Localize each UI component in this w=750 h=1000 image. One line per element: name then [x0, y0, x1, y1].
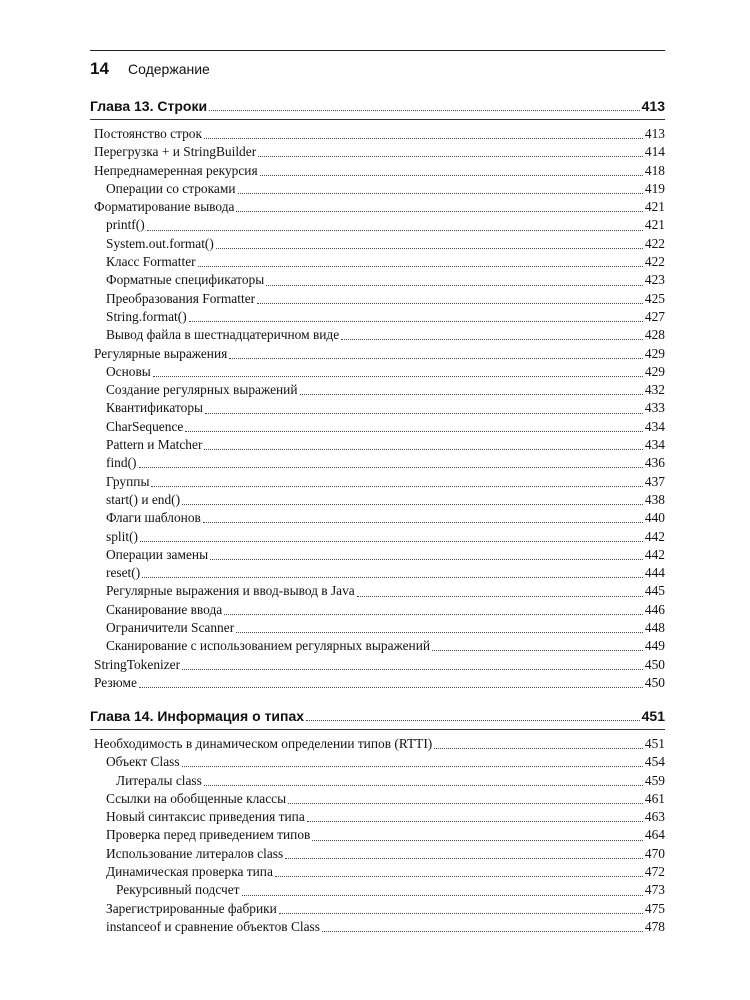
toc-entry-title: Новый синтаксис приведения типа [106, 809, 305, 825]
dot-leader [258, 155, 643, 157]
dot-leader [306, 719, 640, 721]
toc-entry-title: Основы [106, 363, 151, 379]
toc-entry-title: Вывод файла в шестнадцатеричном виде [106, 327, 340, 343]
toc-entry-page: 422 [644, 235, 665, 251]
toc-entry [90, 918, 665, 936]
dot-leader [139, 686, 643, 688]
toc-entry [90, 345, 665, 363]
toc-entry-page: 423 [644, 272, 665, 288]
dot-leader [312, 839, 643, 841]
dot-leader [216, 247, 643, 249]
toc-entry-title: instanceof и сравнение объектов Class [106, 918, 320, 934]
toc-entry [90, 198, 665, 216]
toc-entry-page: 450 [644, 674, 665, 690]
toc-entry-page: 449 [644, 638, 665, 654]
toc-entry-page: 421 [644, 217, 665, 233]
dot-leader [205, 412, 643, 414]
dot-leader [204, 784, 643, 786]
dot-leader [432, 649, 643, 651]
chapter-page-number: 451 [641, 708, 665, 724]
toc-entry-page: 442 [644, 546, 665, 562]
toc-entry [90, 491, 665, 509]
toc-entry-page: 427 [644, 308, 665, 324]
toc-entry [90, 845, 665, 863]
toc-entry-title: Класс Formatter [106, 254, 196, 270]
toc-entry [90, 290, 665, 308]
dot-leader [257, 302, 643, 304]
toc-entry [90, 826, 665, 844]
toc-entry [90, 436, 665, 454]
toc-entry-page: 418 [644, 162, 665, 178]
toc-chapter-13 [90, 95, 665, 692]
toc-entry-title: Pattern и Matcher [106, 437, 203, 453]
dot-leader [140, 540, 643, 542]
dot-leader [139, 466, 643, 468]
toc-entry-title: Сканирование с использованием регулярных выражений [106, 638, 431, 654]
dot-leader [300, 393, 643, 395]
toc-entry-title: Литералы class [116, 772, 202, 788]
toc-entry [90, 753, 665, 771]
toc-entry [90, 308, 665, 326]
toc-entry [90, 235, 665, 253]
chapter-page-number: 413 [641, 98, 665, 114]
toc-entry-title: Перегрузка + и StringBuilder [94, 144, 257, 160]
toc-entry-page: 464 [644, 827, 665, 843]
toc-entry-title: Постоянство строк [94, 126, 203, 141]
dot-leader [198, 265, 643, 267]
dot-leader [151, 485, 642, 487]
toc-entry [90, 143, 665, 161]
toc-entry-page: 432 [644, 382, 665, 398]
toc-entry-page: 434 [644, 418, 665, 434]
dot-leader [185, 430, 643, 432]
toc-entry [90, 363, 665, 381]
toc-entry-page: 448 [644, 620, 665, 636]
toc-entry-title: Квантификаторы [106, 400, 204, 416]
toc-entry-page: 440 [644, 510, 665, 526]
toc-entry-title: Зарегистрированные фабрики [106, 900, 277, 916]
toc-entry [90, 418, 665, 436]
toc-entry-page: 425 [644, 290, 665, 306]
chapter-heading [90, 705, 665, 727]
toc-entry [90, 125, 665, 143]
toc-entry [90, 564, 665, 582]
toc-entry [90, 326, 665, 344]
dot-leader [238, 192, 643, 194]
toc-entry-page: 470 [644, 845, 665, 861]
dot-leader [266, 284, 643, 286]
toc-entry-title: String.format() [106, 308, 187, 324]
toc-entry [90, 808, 665, 826]
dot-leader [341, 338, 643, 340]
dot-leader [147, 229, 643, 231]
toc-entry-page: 459 [644, 772, 665, 788]
toc-entry [90, 735, 665, 753]
toc-entry-title: Форматирование вывода [94, 199, 235, 215]
toc-entry [90, 863, 665, 881]
toc-chapter-14 [90, 705, 665, 936]
dot-leader [182, 765, 643, 767]
toc-entry-page: 421 [644, 199, 665, 215]
dot-leader [224, 613, 643, 615]
toc-entry-title: Группы [106, 473, 150, 489]
toc-entry-page: 438 [644, 491, 665, 507]
toc-entry-title: Регулярные выражения [94, 345, 228, 361]
dot-leader [288, 802, 643, 804]
toc-entry [90, 253, 665, 271]
toc-entry [90, 473, 665, 491]
toc-entry-title: Необходимость в динамическом определении типов (RTTI) [94, 736, 433, 751]
toc-entry-title: Рекурсивный подсчет [116, 882, 240, 898]
running-header [90, 50, 665, 83]
dot-leader [236, 631, 643, 633]
toc-entry-page: 478 [644, 918, 665, 934]
toc-entry-page: 419 [644, 180, 665, 196]
chapter-rule [90, 119, 665, 120]
dot-leader [357, 595, 643, 597]
dot-leader [210, 558, 643, 560]
dot-leader [182, 668, 643, 670]
toc-entry-title: Использование литералов class [106, 845, 284, 861]
toc-entry-title: Регулярные выражения и ввод-вывод в Java [106, 583, 355, 599]
chapter-title: Глава 14. Информация о типах [90, 708, 305, 724]
toc-entry-title: start() и end() [106, 491, 181, 507]
dot-leader [242, 894, 643, 896]
toc-entry [90, 399, 665, 417]
dot-leader [204, 137, 643, 139]
dot-leader [209, 109, 640, 111]
chapter-rule [90, 729, 665, 730]
toc-entry-page: 413 [644, 126, 665, 141]
toc-entry [90, 637, 665, 655]
dot-leader [229, 357, 643, 359]
toc-entry-title: Операции со строками [106, 180, 236, 196]
toc-entry [90, 381, 665, 399]
dot-leader [279, 912, 643, 914]
toc-entry-page: 429 [644, 363, 665, 379]
toc-entry-title: Преобразования Formatter [106, 290, 256, 306]
toc-entry-title: Операции замены [106, 546, 209, 562]
dot-leader [434, 747, 643, 749]
toc-entry-page: 451 [644, 736, 665, 751]
toc-entry-title: StringTokenizer [94, 656, 181, 672]
toc-entry-title: Ссылки на обобщенные классы [106, 790, 287, 806]
dot-leader [260, 174, 643, 176]
toc-entry-title: CharSequence [106, 418, 184, 434]
toc-entry-page: 463 [644, 809, 665, 825]
toc-entry-page: 434 [644, 437, 665, 453]
toc-entry-page: 446 [644, 601, 665, 617]
toc-entry [90, 216, 665, 234]
dot-leader [142, 576, 643, 578]
toc-entry [90, 772, 665, 790]
page-number: 14 [90, 59, 109, 78]
toc-entry [90, 582, 665, 600]
toc-entry-page: 461 [644, 790, 665, 806]
toc-entry-page: 442 [644, 528, 665, 544]
dot-leader [204, 448, 643, 450]
toc-entry-title: Ограничители Scanner [106, 620, 235, 636]
toc-entry-title: Проверка перед приведением типов [106, 827, 311, 843]
toc-entry-page: 475 [644, 900, 665, 916]
dot-leader [275, 875, 643, 877]
dot-leader [236, 210, 642, 212]
toc-entry-page: 454 [644, 754, 665, 770]
toc-entry-title: Объект Class [106, 754, 180, 770]
toc-entry-title: reset() [106, 565, 141, 581]
toc-entry-page: 433 [644, 400, 665, 416]
toc-entry [90, 546, 665, 564]
toc-entry [90, 656, 665, 674]
toc-entry-page: 444 [644, 565, 665, 581]
toc-entry-title: Динамическая проверка типа [106, 864, 273, 880]
toc-entry-page: 450 [644, 656, 665, 672]
dot-leader [307, 820, 643, 822]
toc-entry-title: Непреднамеренная рекурсия [94, 162, 258, 178]
toc-entry-title: printf() [106, 217, 145, 233]
chapter-heading [90, 95, 665, 117]
dot-leader [322, 930, 643, 932]
toc-entry [90, 619, 665, 637]
dot-leader [189, 320, 643, 322]
toc-entry [90, 528, 665, 546]
toc-entry-page: 414 [644, 144, 665, 160]
toc-entry [90, 180, 665, 198]
toc-entry-page: 436 [644, 455, 665, 471]
toc-entry [90, 271, 665, 289]
toc-entry [90, 601, 665, 619]
toc-entry [90, 674, 665, 692]
toc-entry-page: 428 [644, 327, 665, 343]
toc-entry-page: 429 [644, 345, 665, 361]
toc-entry-title: System.out.format() [106, 235, 214, 251]
dot-leader [182, 503, 643, 505]
dot-leader [153, 375, 643, 377]
toc-entry-title: Резюме [94, 674, 137, 690]
dot-leader [203, 521, 643, 523]
toc-entry-title: Флаги шаблонов [106, 510, 201, 526]
toc-entry-page: 422 [644, 254, 665, 270]
toc-entry-page: 445 [644, 583, 665, 599]
toc-entry-page: 473 [644, 882, 665, 898]
toc-entry-title: find() [106, 455, 137, 471]
toc-entry-title: split() [106, 528, 138, 544]
toc-entry-title: Форматные спецификаторы [106, 272, 265, 288]
toc-entry-page: 437 [644, 473, 665, 489]
toc-entry [90, 162, 665, 180]
toc-entry-title: Создание регулярных выражений [106, 382, 298, 398]
running-title: Содержание [128, 61, 210, 77]
toc-entry [90, 881, 665, 899]
toc-entry [90, 900, 665, 918]
toc-entry-title: Сканирование ввода [106, 601, 223, 617]
toc-entry [90, 509, 665, 527]
toc-entry-page: 472 [644, 864, 665, 880]
toc-entry [90, 790, 665, 808]
toc-entry [90, 454, 665, 472]
chapter-title: Глава 13. Строки [90, 98, 208, 114]
dot-leader [285, 857, 643, 859]
